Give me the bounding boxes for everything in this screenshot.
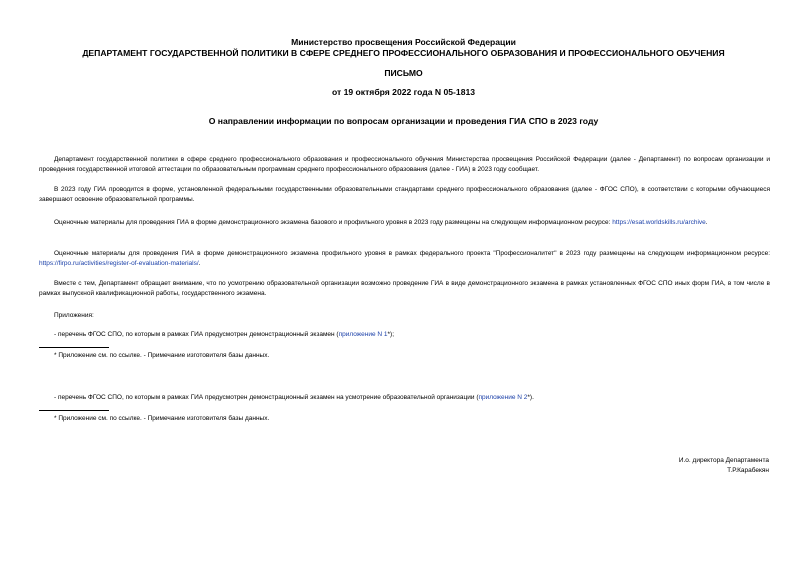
department-title: ДЕПАРТАМЕНТ ГОСУДАРСТВЕННОЙ ПОЛИТИКИ В СФЕРЕ СРЕДНЕГО ПРОФЕССИОНАЛЬНОГО ОБРАЗОВАНИЯ И ПРОФЕССИОНАЛЬНОГО ОБУЧЕНИЯ	[82, 48, 725, 58]
signature-position: И.о. директора Департамента	[678, 457, 769, 464]
appendix-1-link[interactable]: приложение N 1	[338, 331, 388, 338]
footnote-2: * Приложение см. по ссылке. - Примечание изготовителя базы данных.	[54, 415, 270, 422]
footnote-1: * Приложение см. по ссылке. - Примечание изготовителя базы данных.	[54, 352, 270, 359]
appendix-label: Приложения:	[54, 312, 94, 319]
paragraph-3	[39, 218, 770, 228]
appendix-item-2-end: *).	[527, 394, 534, 401]
appendix-item-1	[39, 330, 770, 340]
esat-archive-link[interactable]: https://esat.worldskills.ru/archive	[612, 219, 706, 226]
paragraph-2: В 2023 году ГИА проводится в форме, установленной федеральными государственными образовательными стандартами среднего профессионального образования (далее - ФГОС СПО), в соответствии с которыми обучающиеся завершают освоение образовательной программы.	[39, 186, 770, 204]
signature-name: Т.Р.Карабекян	[727, 467, 769, 474]
appendix-2-link[interactable]: приложение N 2	[478, 394, 528, 401]
appendix-item-1-text: - перечень ФГОС СПО, по которым в рамках ГИА предусмотрен демонстрационный экзамен (	[54, 331, 339, 338]
appendix-item-1-end: *);	[387, 331, 394, 338]
appendix-item-2-text: - перечень ФГОС СПО, по которым в рамках ГИА предусмотрен демонстрационный экзамен на усмотрение образовательной организации (	[54, 394, 479, 401]
document-subject: О направлении информации по вопросам организации и проведения ГИА СПО в 2023 году	[208, 116, 599, 126]
firpo-register-link[interactable]: https://firpo.ru/activities/register-of-evaluation-materials/	[39, 260, 199, 268]
document-type: ПИСЬМО	[384, 68, 423, 78]
document-date-number: от 19 октября 2022 года N 05-1813	[331, 87, 476, 97]
paragraph-1: Департамент государственной политики в сфере среднего профессионального образования и профессионального обучения Министерства просвещения Российской Федерации (далее - Департамент) по вопросам организации и проведения государственной итоговой аттестации по образовательным программам среднего профессионального образования (далее - ГИА) в 2023 году сообщает.	[39, 156, 770, 174]
paragraph-5: Вместе с тем, Департамент обращает внимание, что по усмотрению образовательной организации возможно проведение ГИА в виде демонстрационного экзамена в рамках установленных ФГОС СПО иных форм ГИА, в том числе в рамках выпускной квалификационной работы, государственного экзамена.	[39, 280, 770, 298]
paragraph-3-end: .	[705, 219, 708, 226]
paragraph-4-end: .	[198, 260, 201, 268]
ministry-title: Министерство просвещения Российской Федерации	[291, 37, 516, 47]
footnote-divider-1	[39, 347, 109, 348]
footnote-divider-2	[39, 410, 109, 411]
paragraph-4-text: Оценочные материалы для проведения ГИА в форме демонстрационного экзамена профильного уровня в рамках федерального проекта "Профессионалитет" в 2023 году размещены на следующем информационном ресурсе:	[54, 250, 770, 257]
appendix-item-2	[39, 393, 770, 403]
paragraph-4	[39, 249, 770, 270]
paragraph-3-text: Оценочные материалы для проведения ГИА в форме демонстрационного экзамена базового и профильного уровня в 2023 году размещены на следующем информационном ресурсе:	[54, 219, 613, 226]
